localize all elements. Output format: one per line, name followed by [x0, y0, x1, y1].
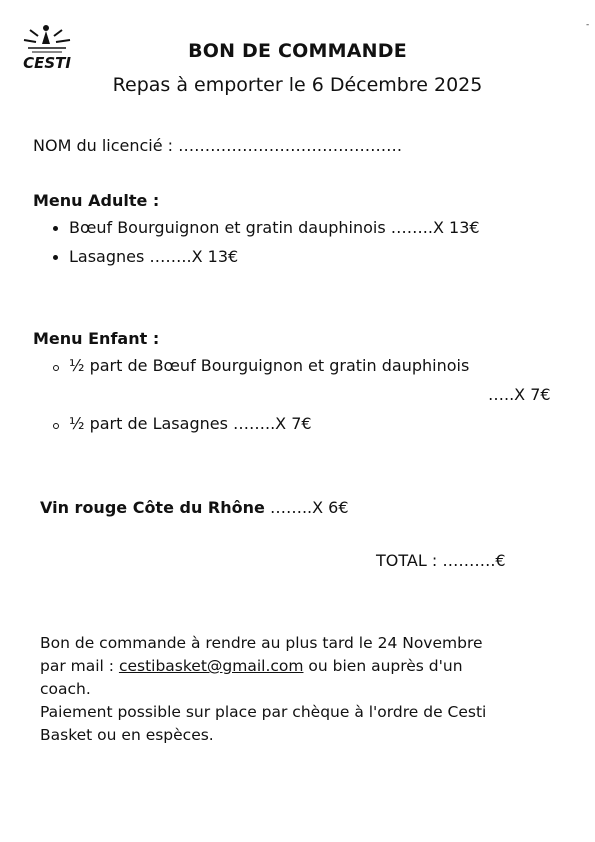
footer-line-5: Basket ou en espèces. [40, 726, 214, 744]
total-line: TOTAL : ……….€ [376, 551, 506, 570]
vin-label: Vin rouge Côte du Rhône [40, 498, 265, 517]
corner-mark: - [586, 20, 590, 30]
footer-instructions [40, 632, 540, 747]
footer-line-3: coach. [40, 680, 91, 698]
menu-enfant-item-1-price: …..X 7€ [488, 385, 551, 404]
vin-price: ……..X 6€ [264, 498, 349, 517]
footer-line-4: Paiement possible sur place par chèque à l'ordre de Cesti [40, 703, 487, 721]
footer-mail-suffix: ou bien auprès d'un [303, 657, 463, 675]
menu-adulte-item-1: Bœuf Bourguignon et gratin dauphinois ……..X 13€ [69, 218, 480, 237]
menu-enfant-item-2: ½ part de Lasagnes ……..X 7€ [69, 414, 312, 433]
footer-line-2 [40, 655, 540, 678]
menu-adulte-heading: Menu Adulte : [33, 191, 160, 210]
bullet-icon [53, 255, 58, 260]
vin-line [40, 498, 349, 517]
page-title: BON DE COMMANDE [188, 40, 407, 62]
footer-line-1: Bon de commande à rendre au plus tard le 24 Novembre [40, 634, 483, 652]
menu-enfant-heading: Menu Enfant : [33, 329, 160, 348]
menu-adulte-item-2: Lasagnes ……..X 13€ [69, 247, 239, 266]
menu-enfant-item-1: ½ part de Bœuf Bourguignon et gratin dauphinois [69, 356, 470, 375]
licensee-name-dots[interactable]: …………………………………… [178, 136, 403, 155]
licensee-name-label: NOM du licencié : [33, 136, 174, 155]
bullet-icon [53, 423, 59, 429]
logo-text: CESTI [23, 54, 71, 72]
page-subtitle: Repas à emporter le 6 Décembre 2025 [112, 74, 483, 96]
bullet-icon [53, 226, 58, 231]
footer-mail-prefix: par mail : [40, 657, 119, 675]
bullet-icon [53, 365, 59, 371]
email-link[interactable]: cestibasket@gmail.com [118, 657, 304, 675]
licensee-name-field[interactable] [33, 136, 402, 155]
